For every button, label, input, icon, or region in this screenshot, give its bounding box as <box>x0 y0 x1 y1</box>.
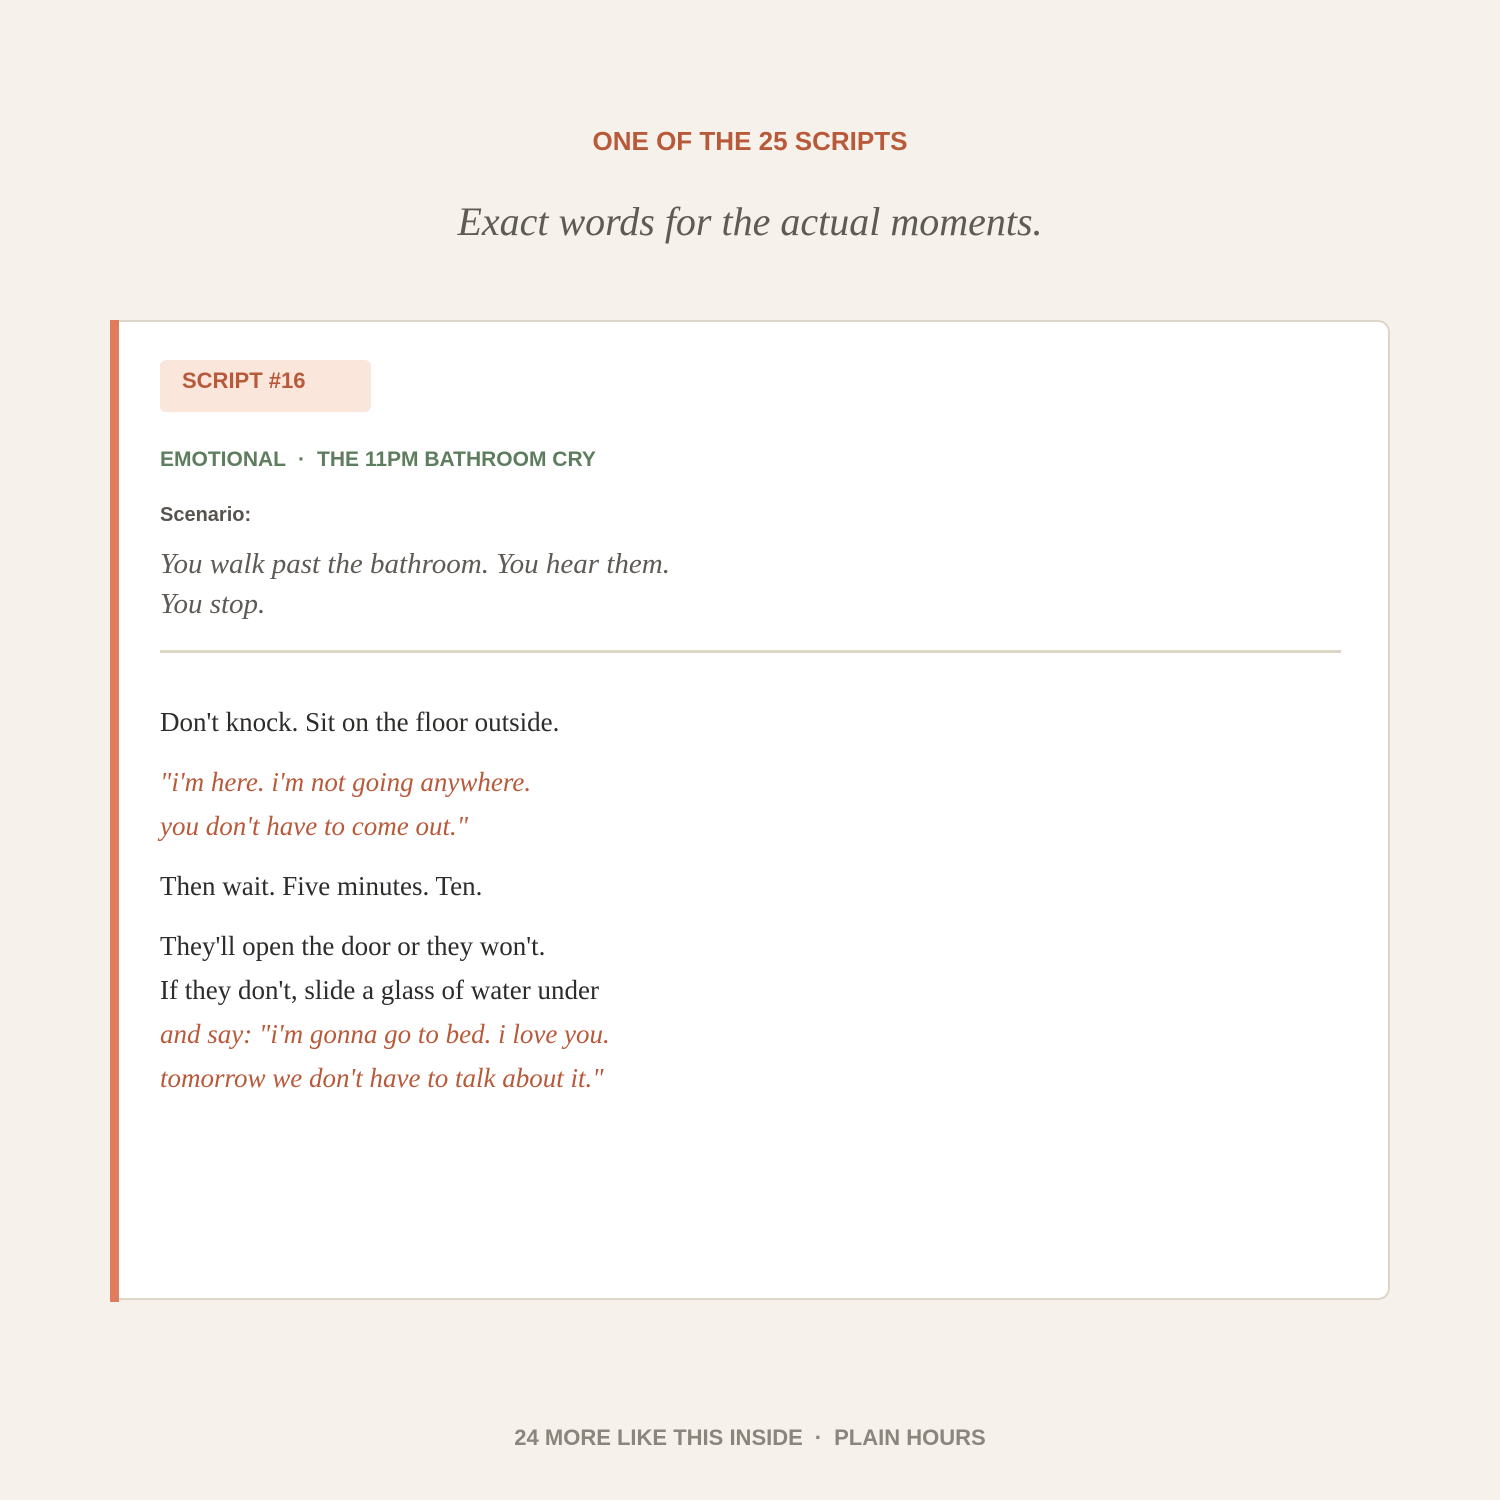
body-line: If they don't, slide a glass of water under <box>160 975 599 1005</box>
script-number-badge: SCRIPT #16 <box>160 360 371 412</box>
footer-separator: · <box>814 1425 823 1450</box>
script-category: EMOTIONAL <box>160 448 286 471</box>
script-quote <box>160 760 610 848</box>
scenario-line: You stop. <box>160 588 266 620</box>
script-meta <box>160 448 596 472</box>
script-paragraph <box>160 924 610 1100</box>
body-line: Don't knock. Sit on the floor outside. <box>160 707 560 737</box>
card-accent-bar <box>110 320 119 1302</box>
scenario-line: You walk past the bathroom. You hear them. <box>160 548 670 580</box>
scenario-label: Scenario: <box>160 504 252 526</box>
footer-cta: 24 MORE LIKE THIS INSIDE <box>514 1425 803 1450</box>
quote-line: "i'm here. i'm not going anywhere. <box>160 767 532 797</box>
footer-brand: PLAIN HOURS <box>834 1425 986 1450</box>
quote-line: you don't have to come out." <box>160 811 469 841</box>
divider <box>160 650 1341 653</box>
script-card <box>110 320 1390 1300</box>
scenario-text <box>160 544 670 624</box>
eyebrow-title: ONE OF THE 25 SCRIPTS <box>592 126 908 156</box>
footer <box>0 1425 1500 1451</box>
quote-line: tomorrow we don't have to talk about it." <box>160 1063 604 1093</box>
quote-line: and say: "i'm gonna go to bed. i love you. <box>160 1019 610 1049</box>
script-paragraph <box>160 864 610 908</box>
body-line: They'll open the door or they won't. <box>160 931 546 961</box>
script-paragraph <box>160 700 610 744</box>
body-line: Then wait. Five minutes. Ten. <box>160 871 483 901</box>
script-title: THE 11PM BATHROOM CRY <box>317 448 596 471</box>
meta-separator: · <box>298 448 305 471</box>
script-body <box>160 700 610 1116</box>
headline: Exact words for the actual moments. <box>457 199 1043 244</box>
